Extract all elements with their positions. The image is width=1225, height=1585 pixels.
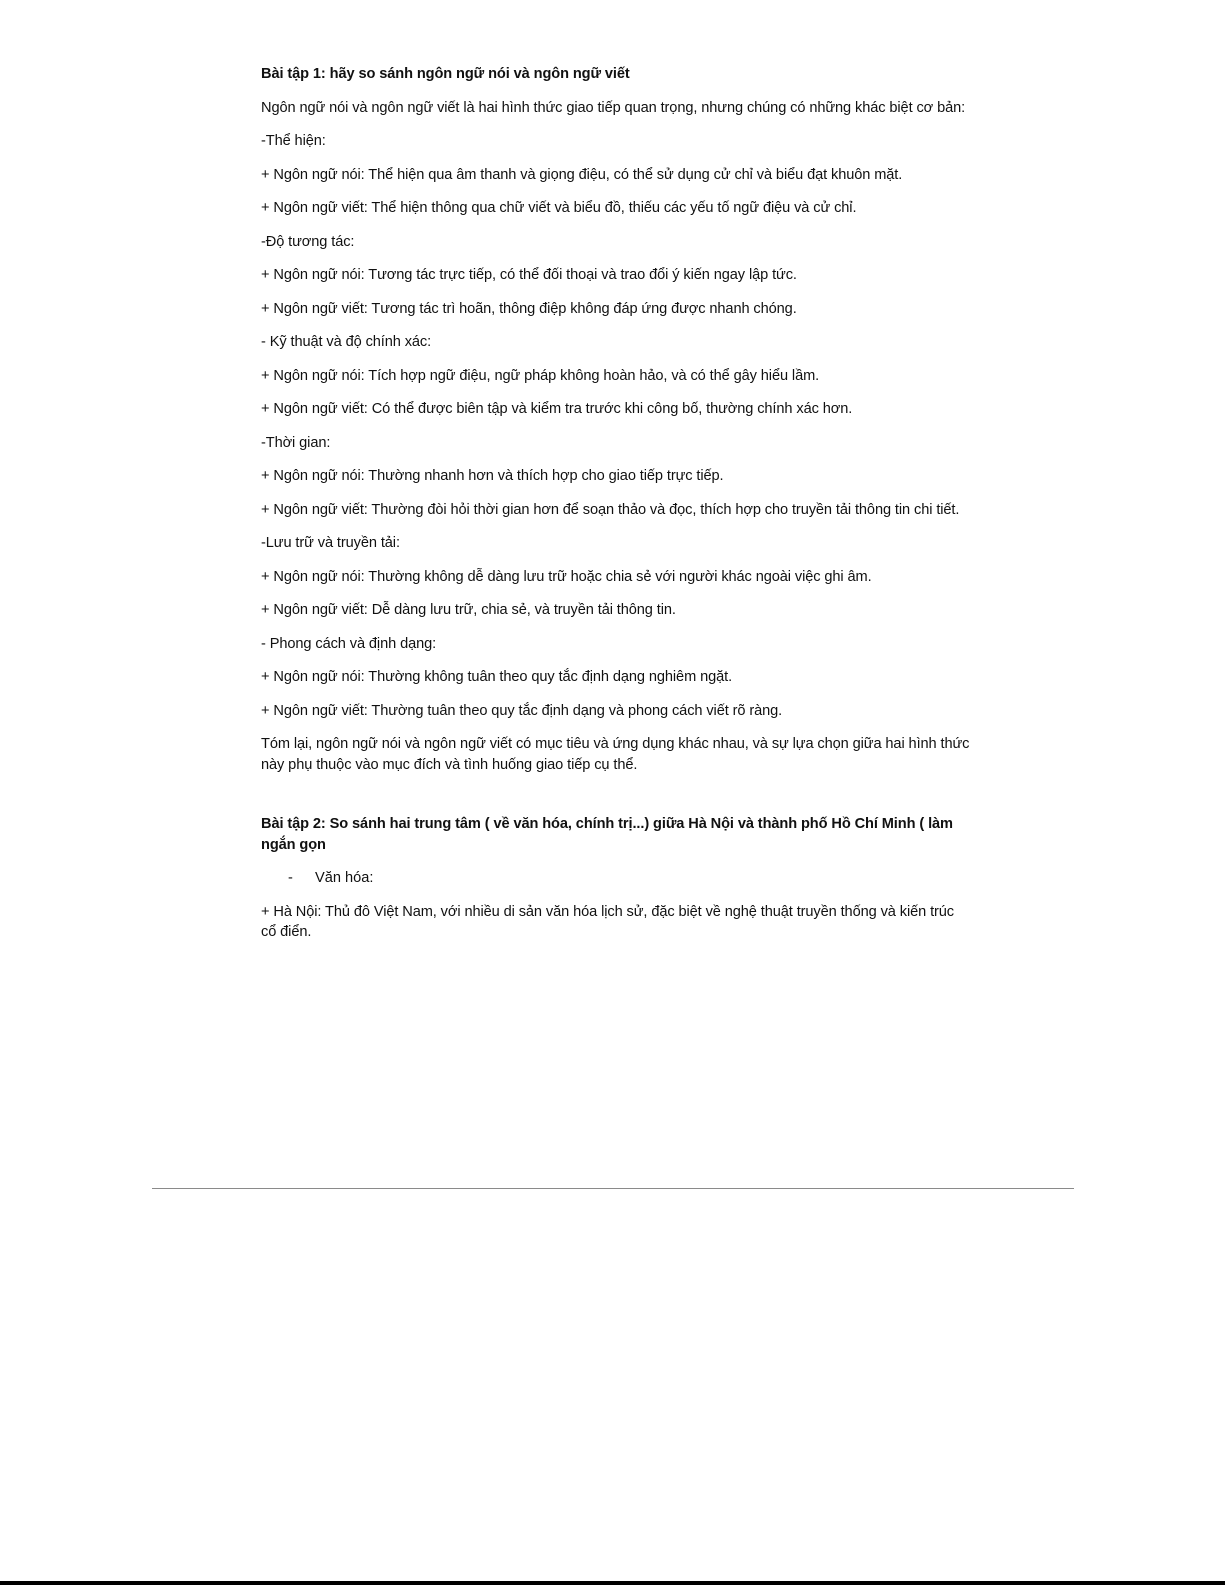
spoken-point: + Ngôn ngữ nói: Tích hợp ngữ điệu, ngữ pháp không hoàn hảo, và có thể gây hiểu lầm. xyxy=(261,367,820,384)
exercise-1-conclusion: Tóm lại, ngôn ngữ nói và ngôn ngữ viết có mục tiêu và ứng dụng khác nhau, và sự lựa chọn giữa hai hình thức này phụ thuộc vào mục đích và tình huống giao tiếp cụ thể. xyxy=(261,736,970,773)
spoken-point: + Ngôn ngữ nói: Tương tác trực tiếp, có thể đối thoại và trao đổi ý kiến ngay lập tức. xyxy=(261,267,797,283)
spoken-point: + Ngôn ngữ nói: Thường không tuân theo quy tắc định dạng nghiêm ngặt. xyxy=(261,669,733,685)
section-heading: - Phong cách và định dạng: xyxy=(261,635,437,652)
exercise-2-title: Bài tập 2: So sánh hai trung tâm ( về văn hóa, chính trị...) giữa Hà Nội và thành phố Hồ Chí Minh ( làm ngắn gọn xyxy=(261,816,953,853)
hanoi-culture-point: + Hà Nội: Thủ đô Việt Nam, với nhiều di sản văn hóa lịch sử, đặc biệt về nghệ thuật truyền thống và kiến trúc cổ điển. xyxy=(261,903,954,940)
culture-label: Văn hóa: xyxy=(315,870,374,886)
written-point: + Ngôn ngữ viết: Có thể được biên tập và kiểm tra trước khi công bố, thường chính xác hơn. xyxy=(261,401,853,417)
list-item-culture xyxy=(261,868,973,889)
spoken-point: + Ngôn ngữ nói: Thường nhanh hơn và thích hợp cho giao tiếp trực tiếp. xyxy=(261,468,724,484)
written-point: + Ngôn ngữ viết: Thể hiện thông qua chữ viết và biểu đồ, thiếu các yếu tố ngữ điệu và cử chỉ. xyxy=(261,200,857,216)
paragraph-spacer xyxy=(261,788,973,814)
page-bottom-edge xyxy=(0,1581,1225,1585)
written-point: + Ngôn ngữ viết: Dễ dàng lưu trữ, chia sẻ, và truyền tải thông tin. xyxy=(261,602,676,618)
section-heading: -Lưu trữ và truyền tải: xyxy=(261,535,400,551)
document-page xyxy=(261,64,973,956)
page-break-divider xyxy=(152,1188,1074,1189)
section-heading: - Kỹ thuật và độ chính xác: xyxy=(261,334,432,350)
written-point: + Ngôn ngữ viết: Thường đòi hỏi thời gian hơn để soạn thảo và đọc, thích hợp cho truyền tải thông tin chi tiết. xyxy=(261,501,960,518)
list-bullet-dash: - xyxy=(288,870,293,886)
spoken-point: + Ngôn ngữ nói: Thể hiện qua âm thanh và giọng điệu, có thể sử dụng cử chỉ và biểu đạt khuôn mặt. xyxy=(261,166,903,183)
written-point: + Ngôn ngữ viết: Thường tuân theo quy tắc định dạng và phong cách viết rõ ràng. xyxy=(261,702,783,719)
spoken-point: + Ngôn ngữ nói: Thường không dễ dàng lưu trữ hoặc chia sẻ với người khác ngoài việc ghi âm. xyxy=(261,568,872,585)
section-heading: -Thời gian: xyxy=(261,434,331,451)
written-point: + Ngôn ngữ viết: Tương tác trì hoãn, thông điệp không đáp ứng được nhanh chóng. xyxy=(261,300,797,317)
section-heading: -Thể hiện: xyxy=(261,133,326,149)
section-heading: -Độ tương tác: xyxy=(261,233,355,250)
exercise-1-title: Bài tập 1: hãy so sánh ngôn ngữ nói và ngôn ngữ viết xyxy=(261,66,630,82)
exercise-1-intro: Ngôn ngữ nói và ngôn ngữ viết là hai hình thức giao tiếp quan trọng, nhưng chúng có những khác biệt cơ bản: xyxy=(261,99,966,116)
